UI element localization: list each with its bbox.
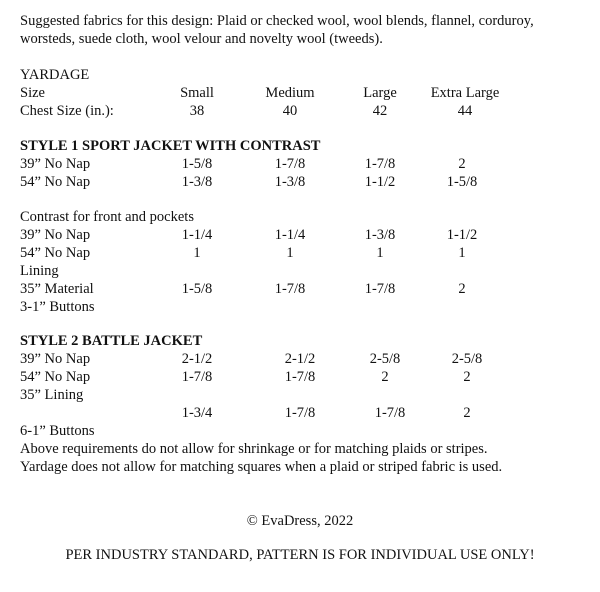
cell: 1 xyxy=(458,245,466,261)
cell: 1-1/4 xyxy=(274,227,306,243)
style1-heading: STYLE 1 SPORT JACKET WITH CONTRAST xyxy=(20,138,321,154)
cell: 2 xyxy=(458,156,466,172)
disclaimer: PER INDUSTRY STANDARD, PATTERN IS FOR INDIVIDUAL USE ONLY! xyxy=(65,547,535,563)
cell: 1-7/8 xyxy=(274,281,306,297)
style2-lining-label: 35” Lining xyxy=(20,387,84,403)
contrast-row-54 xyxy=(20,244,580,262)
cell: 1-5/8 xyxy=(181,156,213,172)
cell: 2 xyxy=(463,369,471,385)
cell: 1 xyxy=(376,245,384,261)
cell: Large xyxy=(363,85,397,101)
cell: 1-7/8 xyxy=(284,369,316,385)
style2-buttons: 6-1” Buttons xyxy=(20,423,95,439)
cell: Medium xyxy=(265,85,315,101)
style2-row-54 xyxy=(20,368,580,386)
cell: 1-3/8 xyxy=(274,174,306,190)
style1-row-54 xyxy=(20,173,580,191)
cell: 1-3/8 xyxy=(181,174,213,190)
note-line-1: Above requirements do not allow for shrinkage or for matching plaids or stripes. xyxy=(20,441,488,457)
cell: 1 xyxy=(193,245,201,261)
style1-lining-label: Lining xyxy=(20,263,59,279)
cell: 1-1/2 xyxy=(446,227,478,243)
cell: 2-5/8 xyxy=(451,351,483,367)
row-label: Chest Size (in.): xyxy=(20,103,114,119)
cell: Small xyxy=(180,85,214,101)
cell: 1-7/8 xyxy=(284,405,316,421)
cell: 40 xyxy=(282,103,298,119)
cell: 2 xyxy=(381,369,389,385)
cell: Extra Large xyxy=(430,85,500,101)
cell: 42 xyxy=(372,103,388,119)
size-row xyxy=(20,84,580,102)
cell: 1-7/8 xyxy=(364,156,396,172)
cell: 1-7/8 xyxy=(374,405,406,421)
chest-size-row xyxy=(20,102,580,120)
cell: 1-5/8 xyxy=(181,281,213,297)
note-line-2: Yardage does not allow for matching squares when a plaid or striped fabric is used. xyxy=(20,459,503,475)
style1-lining-row xyxy=(20,280,580,298)
cell: 1 xyxy=(286,245,294,261)
style1-buttons: 3-1” Buttons xyxy=(20,299,95,315)
intro-line-2: worsteds, suede cloth, wool velour and novelty wool (tweeds). xyxy=(20,31,383,47)
row-label: 39” No Nap xyxy=(20,351,91,367)
cell: 1-1/2 xyxy=(364,174,396,190)
cell: 44 xyxy=(457,103,473,119)
row-label: 54” No Nap xyxy=(20,245,91,261)
cell: 1-3/4 xyxy=(181,405,213,421)
style1-row-39 xyxy=(20,155,580,173)
row-label: 35” Material xyxy=(20,281,94,297)
row-label: Size xyxy=(20,85,45,101)
cell: 2 xyxy=(458,281,466,297)
cell: 1-7/8 xyxy=(181,369,213,385)
cell: 1-7/8 xyxy=(274,156,306,172)
row-label: 54” No Nap xyxy=(20,369,91,385)
intro-line-1: Suggested fabrics for this design: Plaid or checked wool, wool blends, flannel, corduroy, xyxy=(20,13,534,29)
cell: 2-1/2 xyxy=(284,351,316,367)
cell: 1-1/4 xyxy=(181,227,213,243)
copyright: © EvaDress, 2022 xyxy=(246,513,354,529)
style2-lining-row xyxy=(20,404,580,422)
cell: 2 xyxy=(463,405,471,421)
row-label: 39” No Nap xyxy=(20,156,91,172)
cell: 2-1/2 xyxy=(181,351,213,367)
contrast-label: Contrast for front and pockets xyxy=(20,209,194,225)
style2-row-39 xyxy=(20,350,580,368)
yardage-title: YARDAGE xyxy=(20,67,90,83)
row-label: 54” No Nap xyxy=(20,174,91,190)
contrast-row-39 xyxy=(20,226,580,244)
cell: 1-5/8 xyxy=(446,174,478,190)
cell: 2-5/8 xyxy=(369,351,401,367)
cell: 38 xyxy=(189,103,205,119)
row-label: 39” No Nap xyxy=(20,227,91,243)
cell: 1-7/8 xyxy=(364,281,396,297)
cell: 1-3/8 xyxy=(364,227,396,243)
style2-heading: STYLE 2 BATTLE JACKET xyxy=(20,333,203,349)
